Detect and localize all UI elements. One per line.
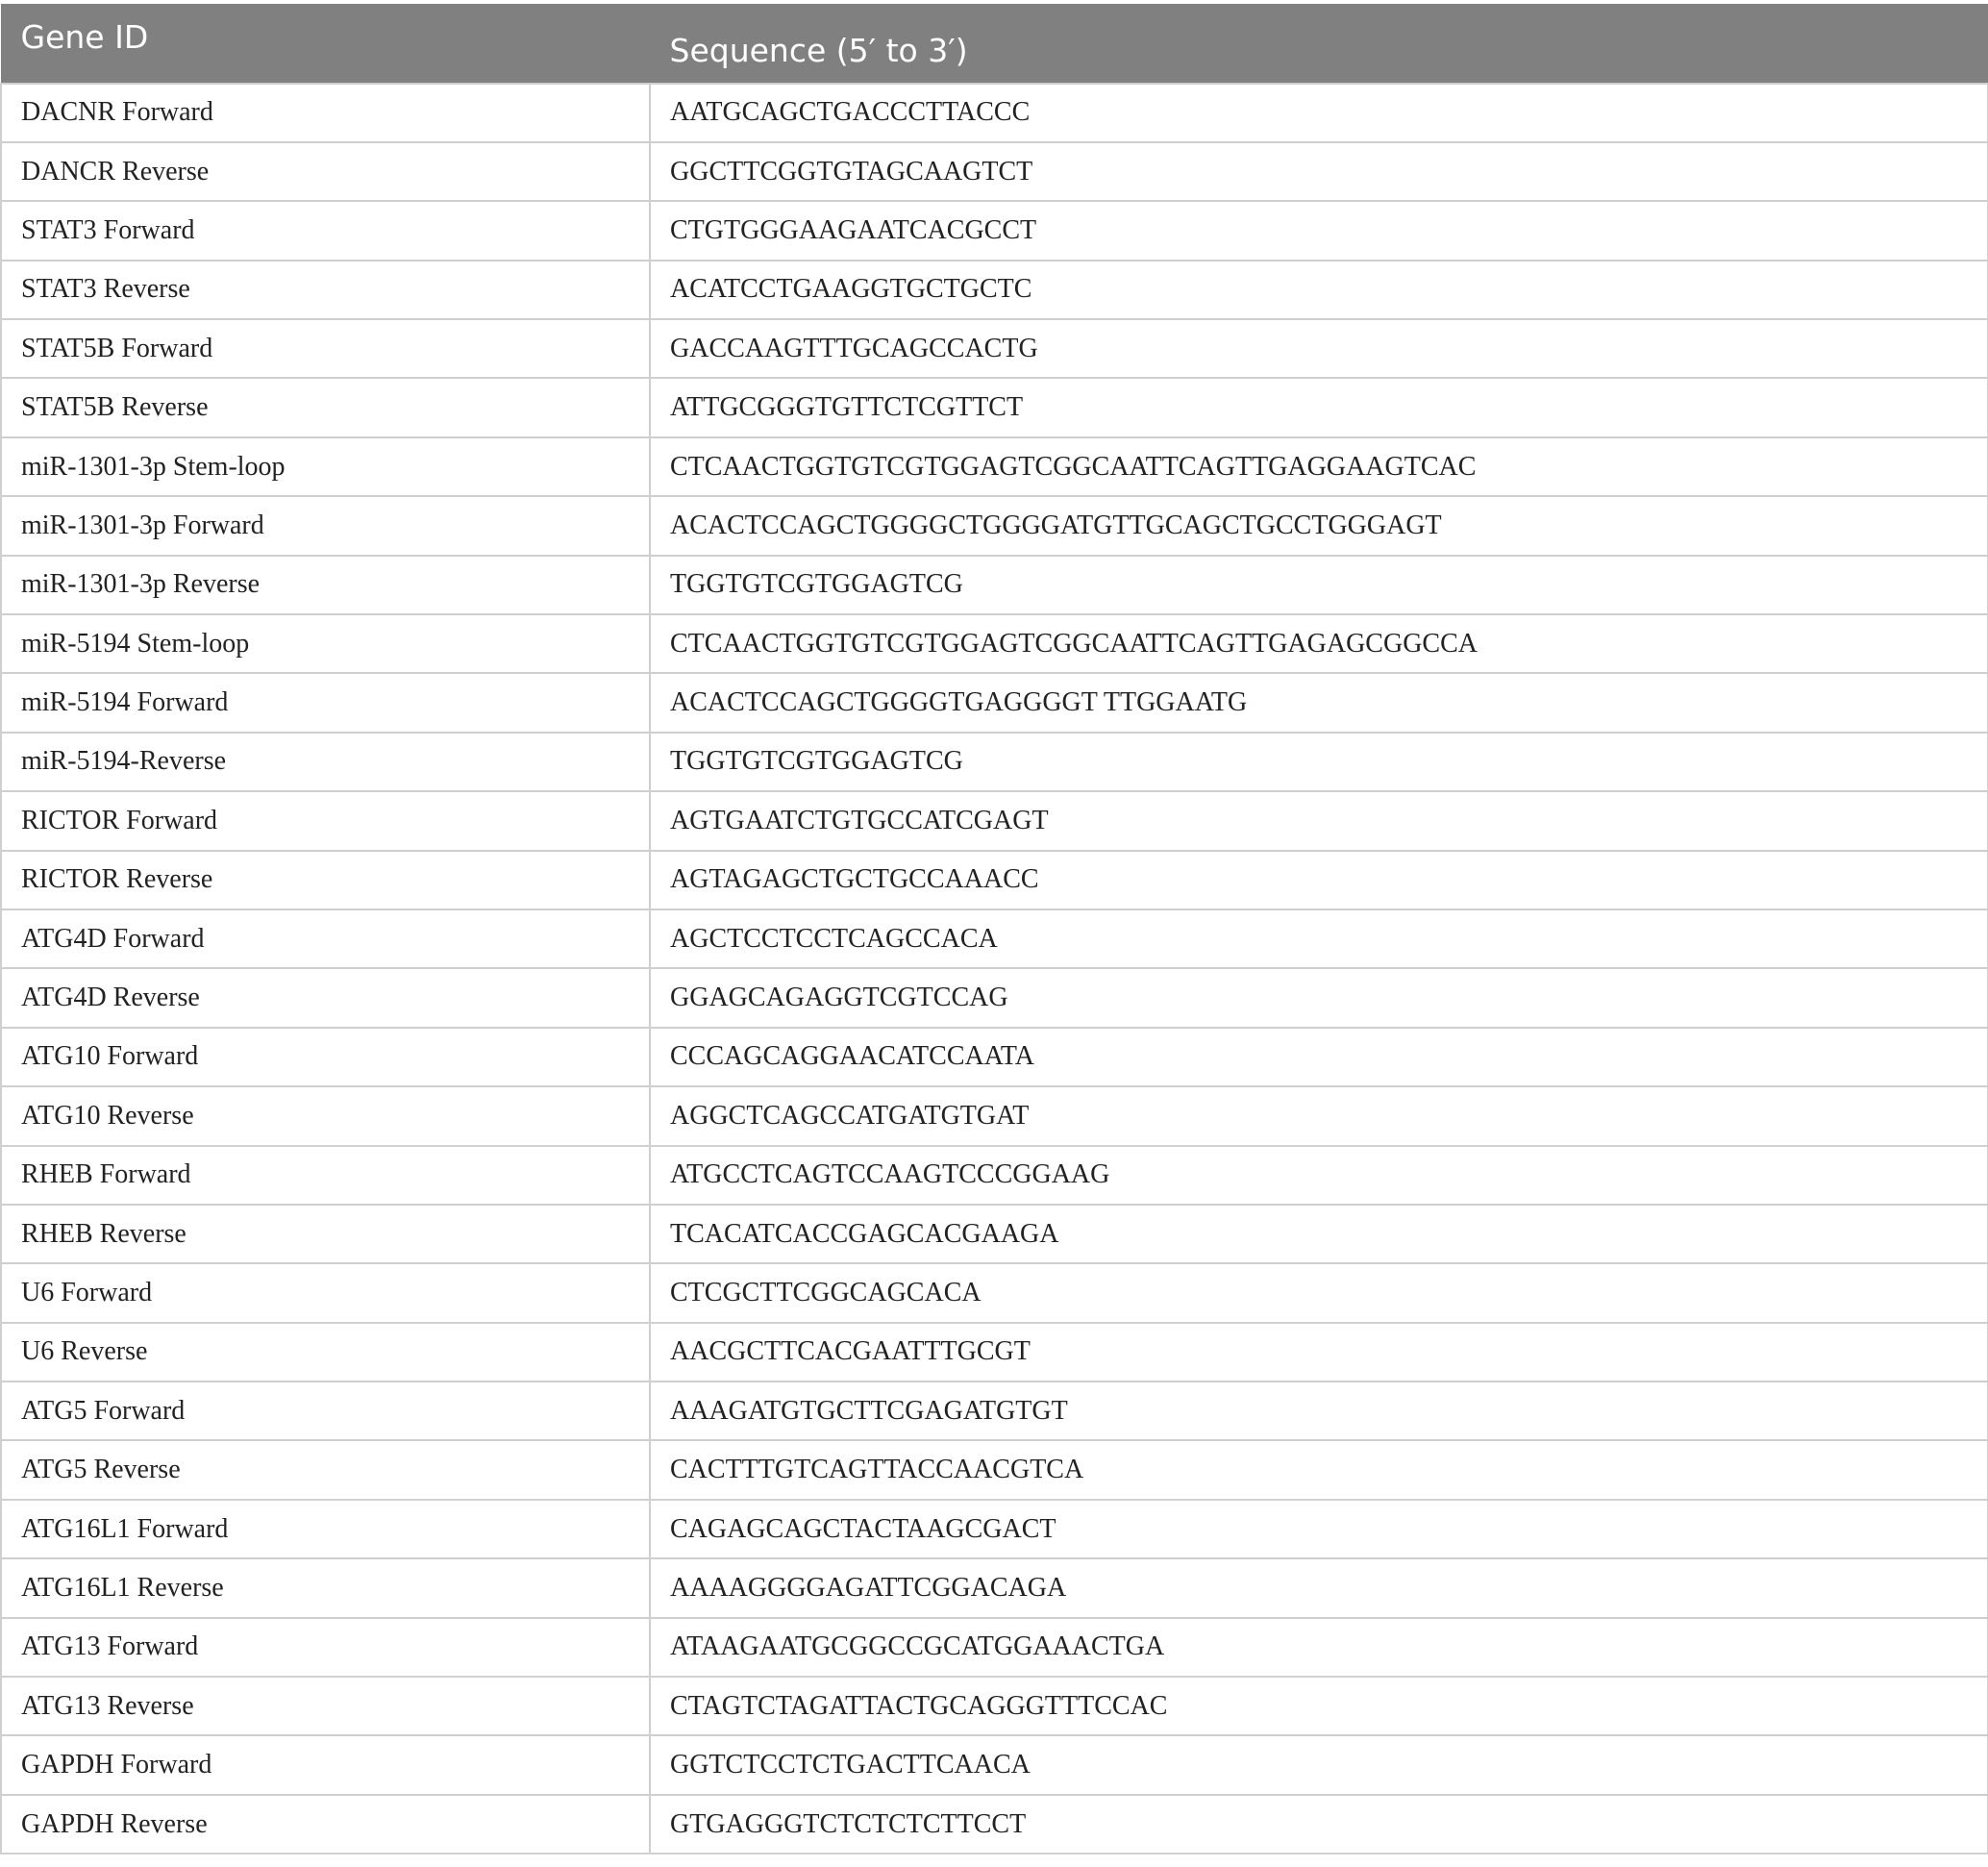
table-row bbox=[1, 378, 1988, 436]
sequence-cell: ATAAGAATGCGGCCGCATGGAAACTGA bbox=[650, 1618, 1988, 1677]
sequence-cell: AAAGATGTGCTTCGAGATGTGT bbox=[650, 1382, 1988, 1440]
gene-id-cell: U6 Forward bbox=[1, 1263, 650, 1322]
table-row bbox=[1, 614, 1988, 673]
table-row bbox=[1, 1440, 1988, 1499]
sequence-cell: AGCTCCTCCTCAGCCACA bbox=[650, 909, 1988, 968]
sequence-cell: GTGAGGGTCTCTCTCTTCCT bbox=[650, 1795, 1988, 1854]
sequence-cell: TGGTGTCGTGGAGTCG bbox=[650, 733, 1988, 791]
table-row bbox=[1, 1382, 1988, 1440]
gene-id-cell: DANCR Reverse bbox=[1, 142, 650, 201]
gene-id-cell: RHEB Reverse bbox=[1, 1205, 650, 1263]
table-row bbox=[1, 1205, 1988, 1263]
gene-id-cell: GAPDH Reverse bbox=[1, 1795, 650, 1854]
gene-id-cell: ATG10 Reverse bbox=[1, 1086, 650, 1145]
table-row bbox=[1, 1263, 1988, 1322]
table-row bbox=[1, 556, 1988, 614]
gene-id-cell: miR-5194-Reverse bbox=[1, 733, 650, 791]
gene-id-cell: ATG13 Reverse bbox=[1, 1677, 650, 1735]
gene-id-cell: RICTOR Reverse bbox=[1, 851, 650, 909]
table-row bbox=[1, 201, 1988, 260]
sequence-cell: CTAGTCTAGATTACTGCAGGGTTTCCAC bbox=[650, 1677, 1988, 1735]
table-row bbox=[1, 142, 1988, 201]
sequence-cell: GGCTTCGGTGTAGCAAGTCT bbox=[650, 142, 1988, 201]
sequence-cell: ATGCCTCAGTCCAAGTCCCGGAAG bbox=[650, 1146, 1988, 1205]
sequence-cell: TCACATCACCGAGCACGAAGA bbox=[650, 1205, 1988, 1263]
sequence-cell: GACCAAGTTTGCAGCCACTG bbox=[650, 319, 1988, 378]
sequence-cell: ATTGCGGGTGTTCTCGTTCT bbox=[650, 378, 1988, 436]
sequence-cell: CTCAACTGGTGTCGTGGAGTCGGCAATTCAGTTGAGAGCGGCCA bbox=[650, 614, 1988, 673]
table-row bbox=[1, 1558, 1988, 1617]
gene-id-cell: ATG4D Reverse bbox=[1, 968, 650, 1027]
table-row bbox=[1, 437, 1988, 496]
sequence-cell: GGTCTCCTCTGACTTCAACA bbox=[650, 1735, 1988, 1794]
gene-id-cell: RHEB Forward bbox=[1, 1146, 650, 1205]
table-row bbox=[1, 1028, 1988, 1086]
table-row bbox=[1, 1735, 1988, 1794]
gene-id-cell: STAT5B Forward bbox=[1, 319, 650, 378]
gene-id-cell: STAT3 Forward bbox=[1, 201, 650, 260]
table-row bbox=[1, 1146, 1988, 1205]
table-row bbox=[1, 1618, 1988, 1677]
sequence-cell: CAGAGCAGCTACTAAGCGACT bbox=[650, 1500, 1988, 1558]
gene-id-cell: ATG5 Reverse bbox=[1, 1440, 650, 1499]
sequence-cell: AGTAGAGCTGCTGCCAAACC bbox=[650, 851, 1988, 909]
table-row bbox=[1, 1795, 1988, 1854]
gene-id-cell: ATG16L1 Reverse bbox=[1, 1558, 650, 1617]
sequence-cell: ACACTCCAGCTGGGGCTGGGGATGTTGCAGCTGCCTGGGAGT bbox=[650, 496, 1988, 555]
sequence-cell: AGGCTCAGCCATGATGTGAT bbox=[650, 1086, 1988, 1145]
table-body bbox=[1, 84, 1988, 1855]
sequence-cell: TGGTGTCGTGGAGTCG bbox=[650, 556, 1988, 614]
table-row bbox=[1, 791, 1988, 850]
table-row bbox=[1, 1500, 1988, 1558]
primer-sequence-table bbox=[0, 4, 1988, 1855]
gene-id-cell: ATG5 Forward bbox=[1, 1382, 650, 1440]
primer-table-container bbox=[0, 4, 1987, 1855]
gene-id-cell: miR-5194 Stem-loop bbox=[1, 614, 650, 673]
table-row bbox=[1, 84, 1988, 142]
gene-id-cell: STAT3 Reverse bbox=[1, 261, 650, 319]
gene-id-cell: U6 Reverse bbox=[1, 1323, 650, 1382]
gene-id-cell: miR-5194 Forward bbox=[1, 673, 650, 732]
sequence-cell: CACTTTGTCAGTTACCAACGTCA bbox=[650, 1440, 1988, 1499]
table-row bbox=[1, 968, 1988, 1027]
gene-id-cell: GAPDH Forward bbox=[1, 1735, 650, 1794]
table-row bbox=[1, 733, 1988, 791]
sequence-cell: ACATCCTGAAGGTGCTGCTC bbox=[650, 261, 1988, 319]
table-header bbox=[1, 5, 1988, 84]
gene-id-cell: RICTOR Forward bbox=[1, 791, 650, 850]
gene-id-cell: ATG10 Forward bbox=[1, 1028, 650, 1086]
table-row bbox=[1, 673, 1988, 732]
header-row bbox=[1, 5, 1988, 84]
gene-id-cell: ATG13 Forward bbox=[1, 1618, 650, 1677]
table-row bbox=[1, 1323, 1988, 1382]
sequence-cell: AAAAGGGGAGATTCGGACAGA bbox=[650, 1558, 1988, 1617]
sequence-cell: CTCAACTGGTGTCGTGGAGTCGGCAATTCAGTTGAGGAAGTCAC bbox=[650, 437, 1988, 496]
header-sequence: Sequence (5′ to 3′) bbox=[650, 5, 1988, 84]
header-gene-id: Gene ID bbox=[1, 5, 650, 84]
table-row bbox=[1, 851, 1988, 909]
sequence-cell: CTGTGGGAAGAATCACGCCT bbox=[650, 201, 1988, 260]
gene-id-cell: miR-1301-3p Forward bbox=[1, 496, 650, 555]
sequence-cell: AACGCTTCACGAATTTGCGT bbox=[650, 1323, 1988, 1382]
gene-id-cell: DACNR Forward bbox=[1, 84, 650, 142]
table-row bbox=[1, 261, 1988, 319]
gene-id-cell: miR-1301-3p Stem-loop bbox=[1, 437, 650, 496]
gene-id-cell: miR-1301-3p Reverse bbox=[1, 556, 650, 614]
gene-id-cell: ATG4D Forward bbox=[1, 909, 650, 968]
sequence-cell: CCCAGCAGGAACATCCAATA bbox=[650, 1028, 1988, 1086]
gene-id-cell: ATG16L1 Forward bbox=[1, 1500, 650, 1558]
sequence-cell: GGAGCAGAGGTCGTCCAG bbox=[650, 968, 1988, 1027]
table-row bbox=[1, 496, 1988, 555]
table-row bbox=[1, 909, 1988, 968]
sequence-cell: AGTGAATCTGTGCCATCGAGT bbox=[650, 791, 1988, 850]
gene-id-cell: STAT5B Reverse bbox=[1, 378, 650, 436]
table-row bbox=[1, 1086, 1988, 1145]
table-row bbox=[1, 1677, 1988, 1735]
table-row bbox=[1, 319, 1988, 378]
sequence-cell: AATGCAGCTGACCCTTACCC bbox=[650, 84, 1988, 142]
sequence-cell: CTCGCTTCGGCAGCACA bbox=[650, 1263, 1988, 1322]
sequence-cell: ACACTCCAGCTGGGGTGAGGGGT TTGGAATG bbox=[650, 673, 1988, 732]
